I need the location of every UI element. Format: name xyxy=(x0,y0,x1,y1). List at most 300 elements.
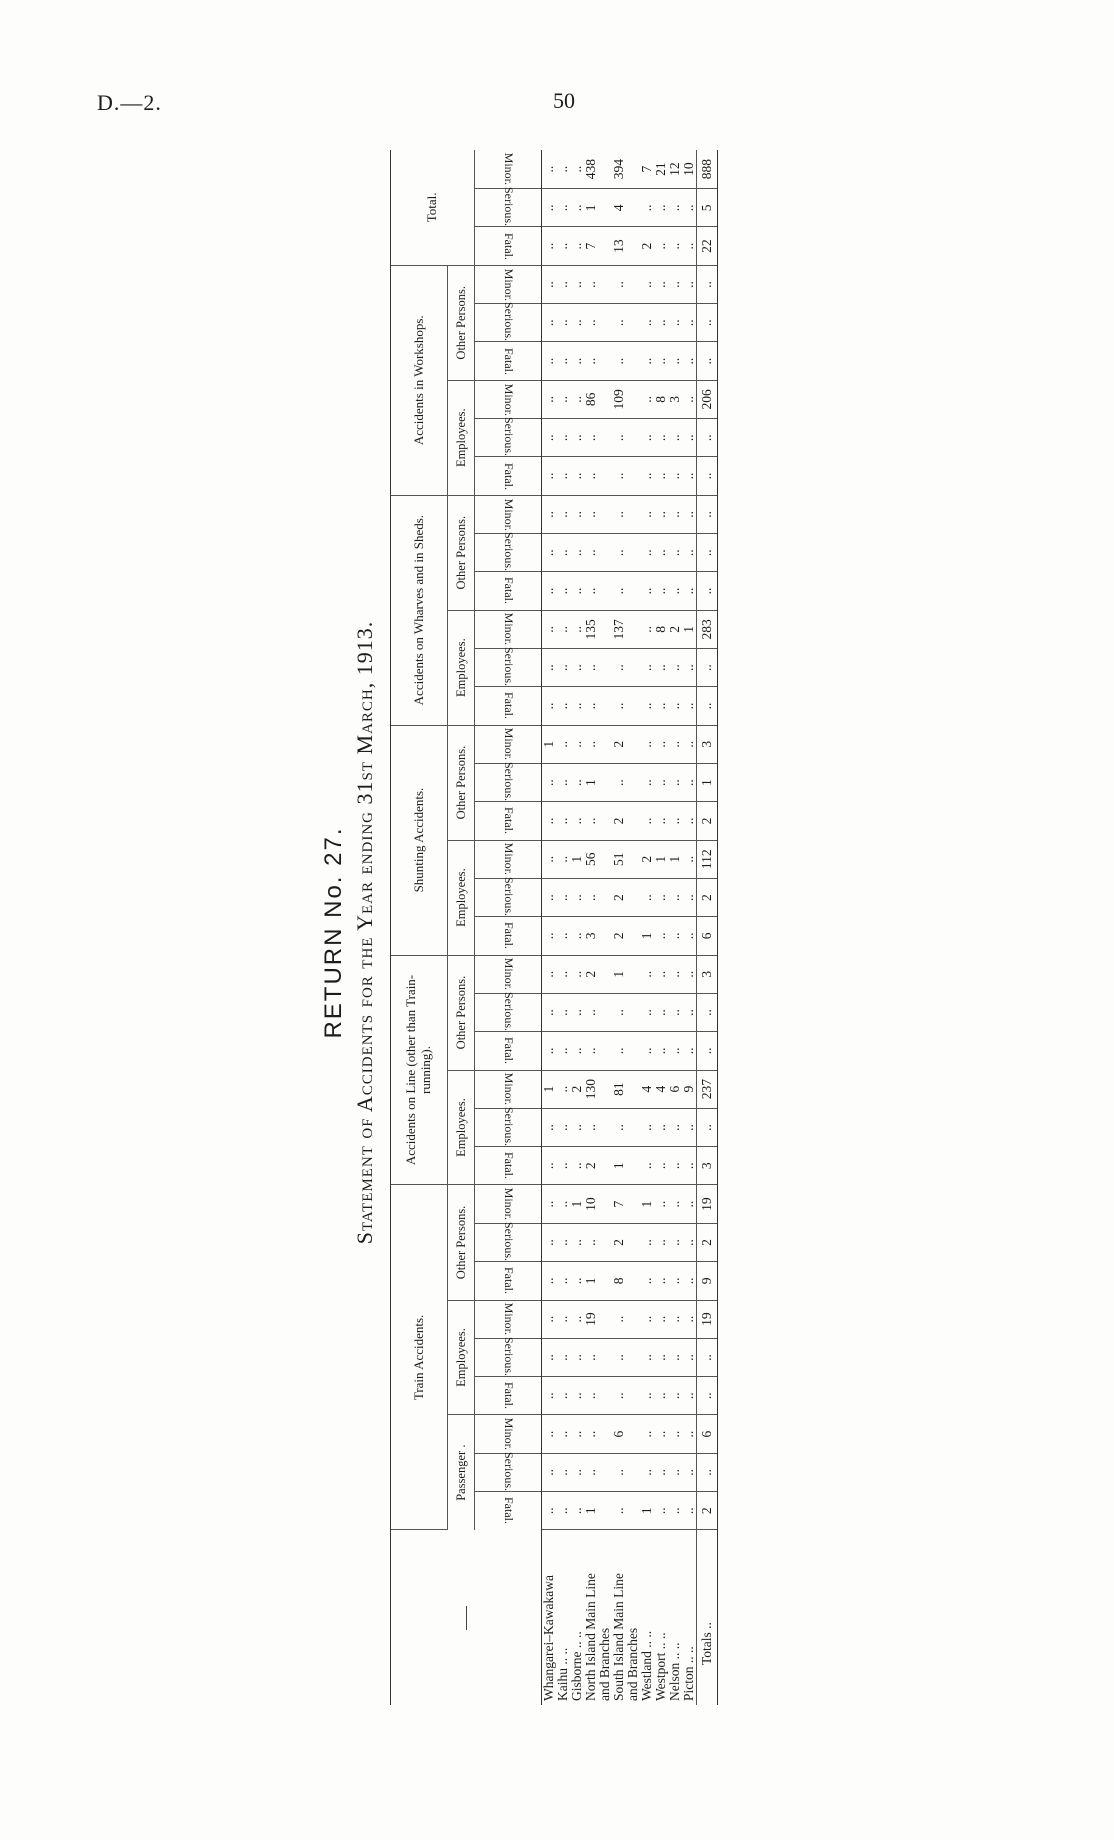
serious-label: Serious. xyxy=(501,877,516,917)
table-cell xyxy=(626,1492,640,1530)
total-serious-column-header xyxy=(475,189,542,227)
table-cell xyxy=(598,648,612,686)
table-cell: .. xyxy=(556,1492,570,1530)
table-cell: .. xyxy=(682,1185,697,1223)
table-row xyxy=(668,150,682,1705)
table-cell: .. xyxy=(556,265,570,303)
table-cell: 9 xyxy=(697,1262,718,1300)
table-cell: .. xyxy=(668,725,682,763)
table-cell: .. xyxy=(556,802,570,840)
table-cell: .. xyxy=(556,878,570,916)
table-cell: .. xyxy=(584,1108,598,1146)
table-cell: .. xyxy=(682,1223,697,1261)
serious-label: Serious. xyxy=(501,647,516,687)
table-cell: .. xyxy=(556,1453,570,1491)
table-cell xyxy=(598,802,612,840)
table-cell xyxy=(626,304,640,342)
table-cell: .. xyxy=(612,495,626,533)
table-cell: .. xyxy=(640,687,654,725)
serious-column-header xyxy=(475,1453,542,1491)
table-cell: .. xyxy=(682,304,697,342)
totals-row xyxy=(697,150,718,1705)
table-cell xyxy=(626,1377,640,1415)
table-row xyxy=(640,150,654,1705)
minor-label: Minor. xyxy=(501,1073,516,1106)
table-cell: 237 xyxy=(697,1070,718,1108)
table-cell: 1 xyxy=(654,840,668,878)
table-cell xyxy=(598,993,612,1031)
row-name: Whangarei–Kawakawa xyxy=(541,1575,556,1701)
table-cell: .. xyxy=(542,878,557,916)
table-cell: .. xyxy=(542,917,557,955)
table-cell: .. xyxy=(570,1032,584,1070)
table-cell: 19 xyxy=(584,1300,598,1338)
table-cell: .. xyxy=(640,802,654,840)
table-row xyxy=(598,150,612,1705)
table-cell: .. xyxy=(584,1032,598,1070)
table-cell: .. xyxy=(570,955,584,993)
table-cell: .. xyxy=(640,380,654,418)
table-cell: 7 xyxy=(584,227,598,265)
table-cell xyxy=(598,457,612,495)
table-cell: .. xyxy=(612,534,626,572)
table-cell: .. xyxy=(570,917,584,955)
table-cell: .. xyxy=(654,1032,668,1070)
table-cell: .. xyxy=(640,1453,654,1491)
table-cell: .. xyxy=(682,265,697,303)
table-cell: .. xyxy=(640,534,654,572)
minor-column-header xyxy=(475,725,542,763)
table-header xyxy=(391,150,542,1705)
table-cell: 2 xyxy=(697,802,718,840)
table-cell: 10 xyxy=(682,150,697,189)
table-cell: .. xyxy=(697,342,718,380)
table-cell: .. xyxy=(682,1453,697,1491)
table-cell: .. xyxy=(584,1377,598,1415)
table-cell: .. xyxy=(668,227,682,265)
serious-column-header xyxy=(475,993,542,1031)
table-cell: .. xyxy=(584,1453,598,1491)
table-cell xyxy=(598,1070,612,1108)
fatal-column-header xyxy=(475,917,542,955)
rotated-table-block xyxy=(220,140,940,1725)
table-cell: .. xyxy=(654,1300,668,1338)
table-cell: 2 xyxy=(612,725,626,763)
group-header: Train Accidents. xyxy=(391,1185,448,1530)
table-cell: 109 xyxy=(612,380,626,418)
table-cell: .. xyxy=(556,189,570,227)
table-cell: .. xyxy=(640,342,654,380)
page-number: 50 xyxy=(553,88,575,113)
table-cell: .. xyxy=(654,1492,668,1530)
table-cell: .. xyxy=(570,572,584,610)
table-cell: .. xyxy=(542,1415,557,1453)
table-cell: .. xyxy=(640,1300,654,1338)
serious-column-header xyxy=(475,304,542,342)
table-cell: .. xyxy=(542,1492,557,1530)
page-identifier: D.—2. xyxy=(97,90,162,115)
table-cell: 4 xyxy=(654,1070,668,1108)
statement-title: Statement of Accidents for the Year ending 31st March, 1913. xyxy=(352,620,377,1245)
table-cell: .. xyxy=(697,495,718,533)
table-cell: .. xyxy=(584,878,598,916)
table-cell: 1 xyxy=(584,763,598,801)
fatal-label: Fatal. xyxy=(501,922,516,950)
table-row xyxy=(682,150,697,1705)
table-cell: .. xyxy=(612,1300,626,1338)
table-cell: 10 xyxy=(584,1185,598,1223)
table-cell: 19 xyxy=(697,1300,718,1338)
fatal-column-header xyxy=(475,1147,542,1185)
table-cell: .. xyxy=(654,1415,668,1453)
table-cell: .. xyxy=(542,955,557,993)
table-cell: 81 xyxy=(612,1070,626,1108)
table-cell: .. xyxy=(556,1300,570,1338)
table-cell: .. xyxy=(668,1185,682,1223)
table-cell: .. xyxy=(640,648,654,686)
minor-column-header xyxy=(475,265,542,303)
table-cell: .. xyxy=(668,342,682,380)
table-cell: .. xyxy=(654,1223,668,1261)
table-cell xyxy=(626,1147,640,1185)
table-cell: .. xyxy=(682,572,697,610)
minor-label: Minor. xyxy=(501,152,516,186)
table-cell: .. xyxy=(654,1338,668,1376)
table-cell: 283 xyxy=(697,610,718,648)
table-cell: .. xyxy=(682,1032,697,1070)
fatal-label: Fatal. xyxy=(501,232,516,260)
table-cell: .. xyxy=(570,189,584,227)
table-cell: .. xyxy=(570,495,584,533)
table-cell: .. xyxy=(682,687,697,725)
table-cell: .. xyxy=(542,150,557,189)
table-cell: .. xyxy=(668,457,682,495)
table-cell xyxy=(626,1223,640,1261)
subgroup-header: Employees. xyxy=(448,1070,475,1185)
table-cell: .. xyxy=(570,227,584,265)
table-cell: 3 xyxy=(697,1147,718,1185)
group-header: Accidents on Line (other than Train-running). xyxy=(391,955,448,1185)
table-cell: .. xyxy=(697,304,718,342)
table-cell: .. xyxy=(640,1032,654,1070)
table-cell: .. xyxy=(697,1108,718,1146)
table-cell: .. xyxy=(654,572,668,610)
table-cell: .. xyxy=(697,1377,718,1415)
table-cell: .. xyxy=(668,1453,682,1491)
fatal-label: Fatal. xyxy=(501,1267,516,1295)
table-cell: 8 xyxy=(612,1262,626,1300)
serious-label: Serious. xyxy=(501,1452,516,1492)
serious-column-header xyxy=(475,763,542,801)
table-cell: .. xyxy=(542,342,557,380)
table-row xyxy=(626,150,640,1705)
table-cell: 13 xyxy=(612,227,626,265)
table-cell: .. xyxy=(682,878,697,916)
table-cell: .. xyxy=(542,1108,557,1146)
minor-label: Minor. xyxy=(501,1303,516,1336)
table-cell: 3 xyxy=(697,955,718,993)
table-cell: .. xyxy=(542,304,557,342)
table-cell xyxy=(626,840,640,878)
table-cell: .. xyxy=(542,1185,557,1223)
table-cell: .. xyxy=(668,1492,682,1530)
table-cell: 135 xyxy=(584,610,598,648)
table-cell: .. xyxy=(542,1262,557,1300)
table-cell xyxy=(598,1453,612,1491)
row-name: Westport .. .. xyxy=(653,1632,668,1701)
table-cell: 2 xyxy=(697,1492,718,1530)
table-cell: .. xyxy=(654,189,668,227)
table-cell: .. xyxy=(556,648,570,686)
minor-label: Minor. xyxy=(501,958,516,991)
table-cell: .. xyxy=(654,1377,668,1415)
table-cell xyxy=(598,342,612,380)
table-cell: .. xyxy=(682,1492,697,1530)
serious-column-header xyxy=(475,1338,542,1376)
table-row xyxy=(584,150,598,1705)
table-cell xyxy=(598,1108,612,1146)
table-cell xyxy=(598,763,612,801)
row-name: North Island Main Line xyxy=(583,1573,598,1701)
table-cell xyxy=(626,687,640,725)
table-cell: .. xyxy=(668,1147,682,1185)
table-cell: .. xyxy=(556,1338,570,1376)
table-cell: .. xyxy=(682,227,697,265)
table-cell: 1 xyxy=(697,763,718,801)
subgroup-header: Employees. xyxy=(448,840,475,955)
table-cell: 1 xyxy=(612,1147,626,1185)
table-cell: .. xyxy=(654,495,668,533)
table-cell: .. xyxy=(668,1377,682,1415)
table-cell: .. xyxy=(612,419,626,457)
row-name: Gisborne .. .. xyxy=(569,1631,584,1701)
table-cell xyxy=(598,1262,612,1300)
table-cell: .. xyxy=(654,725,668,763)
return-title: RETURN No. 27. xyxy=(320,826,347,1039)
table-cell: .. xyxy=(640,265,654,303)
table-cell: .. xyxy=(570,534,584,572)
table-cell: .. xyxy=(682,802,697,840)
table-cell: 394 xyxy=(612,150,626,189)
table-cell: .. xyxy=(682,955,697,993)
table-cell: 3 xyxy=(584,917,598,955)
table-cell: .. xyxy=(570,648,584,686)
table-cell: .. xyxy=(640,304,654,342)
serious-label: Serious. xyxy=(501,1337,516,1377)
table-cell: .. xyxy=(556,534,570,572)
table-cell xyxy=(598,1223,612,1261)
table-cell: .. xyxy=(682,342,697,380)
table-cell: .. xyxy=(542,495,557,533)
table-cell: .. xyxy=(584,419,598,457)
minor-column-header xyxy=(475,1300,542,1338)
table-cell xyxy=(626,1108,640,1146)
fatal-label: Fatal. xyxy=(501,347,516,375)
table-cell xyxy=(598,1338,612,1376)
table-cell: .. xyxy=(697,572,718,610)
table-cell: .. xyxy=(612,457,626,495)
minor-label: Minor. xyxy=(501,268,516,301)
table-cell xyxy=(598,1185,612,1223)
fatal-column-header xyxy=(475,1262,542,1300)
table-cell: .. xyxy=(668,1032,682,1070)
serious-label: Serious. xyxy=(501,417,516,457)
table-cell: .. xyxy=(542,227,557,265)
table-cell: .. xyxy=(668,993,682,1031)
table-cell xyxy=(598,1377,612,1415)
group-header: Accidents on Wharves and in Sheds. xyxy=(391,495,448,725)
table-cell: 5 xyxy=(697,189,718,227)
table-cell: .. xyxy=(542,1453,557,1491)
table-row xyxy=(542,150,557,1705)
table-cell: .. xyxy=(542,802,557,840)
serious-label: Serious. xyxy=(501,762,516,802)
table-cell: 1 xyxy=(612,955,626,993)
table-cell: 3 xyxy=(697,725,718,763)
table-cell: 888 xyxy=(697,150,718,189)
table-cell: 86 xyxy=(584,380,598,418)
group-header: Shunting Accidents. xyxy=(391,725,448,955)
table-cell: 2 xyxy=(584,955,598,993)
serious-label: Serious. xyxy=(501,532,516,572)
table-cell: .. xyxy=(570,1300,584,1338)
table-cell: .. xyxy=(682,457,697,495)
table-cell xyxy=(598,265,612,303)
table-cell: .. xyxy=(556,1223,570,1261)
table-cell: 7 xyxy=(640,150,654,189)
table-cell xyxy=(626,993,640,1031)
table-cell: 1 xyxy=(584,1492,598,1530)
table-cell: .. xyxy=(542,265,557,303)
subgroup-header: Employees. xyxy=(448,380,475,495)
table-cell: .. xyxy=(570,802,584,840)
table-cell: .. xyxy=(612,993,626,1031)
table-cell: .. xyxy=(682,1338,697,1376)
table-cell xyxy=(626,342,640,380)
table-cell: .. xyxy=(556,917,570,955)
fatal-column-header xyxy=(475,1492,542,1530)
table-cell: .. xyxy=(556,227,570,265)
fatal-label: Fatal. xyxy=(501,462,516,490)
fatal-column-header xyxy=(475,687,542,725)
table-cell: .. xyxy=(584,495,598,533)
minor-label: Minor. xyxy=(501,613,516,646)
table-cell: .. xyxy=(640,878,654,916)
table-cell xyxy=(626,495,640,533)
table-cell: 1 xyxy=(570,840,584,878)
table-cell: .. xyxy=(556,993,570,1031)
table-cell: .. xyxy=(640,1147,654,1185)
serious-column-header xyxy=(475,1223,542,1261)
serious-column-header xyxy=(475,534,542,572)
table-cell: 19 xyxy=(697,1185,718,1223)
table-cell: 1 xyxy=(584,189,598,227)
table-cell: 2 xyxy=(668,610,682,648)
table-cell: .. xyxy=(654,227,668,265)
table-cell: .. xyxy=(654,648,668,686)
table-cell: .. xyxy=(682,917,697,955)
table-cell xyxy=(626,763,640,801)
table-cell: .. xyxy=(668,878,682,916)
serious-label: Serious. xyxy=(501,992,516,1032)
table-cell xyxy=(626,265,640,303)
accidents-table xyxy=(390,150,718,1705)
table-cell: .. xyxy=(682,763,697,801)
table-cell: .. xyxy=(542,1300,557,1338)
table-cell: .. xyxy=(654,534,668,572)
table-cell: .. xyxy=(697,534,718,572)
table-cell: .. xyxy=(654,1262,668,1300)
row-name: and Branches xyxy=(597,1627,612,1701)
table-cell: .. xyxy=(697,1338,718,1376)
table-cell: 1 xyxy=(584,1262,598,1300)
table-cell: .. xyxy=(640,955,654,993)
minor-column-header xyxy=(475,1185,542,1223)
table-cell: 8 xyxy=(654,610,668,648)
table-cell xyxy=(626,648,640,686)
serious-label: Serious. xyxy=(501,1222,516,1262)
table-cell: .. xyxy=(556,840,570,878)
table-cell xyxy=(598,610,612,648)
table-cell xyxy=(626,189,640,227)
row-name: Kaihu .. .. xyxy=(555,1647,570,1701)
row-name: Totals .. xyxy=(697,1530,718,1705)
table-cell: .. xyxy=(640,993,654,1031)
table-cell: 2 xyxy=(584,1147,598,1185)
fatal-label: Fatal. xyxy=(501,807,516,835)
row-name: Nelson .. .. xyxy=(667,1642,682,1701)
minor-column-header xyxy=(475,1070,542,1108)
table-cell: .. xyxy=(640,1377,654,1415)
table-cell: 56 xyxy=(584,840,598,878)
table-cell: .. xyxy=(556,763,570,801)
row-name: Westland .. .. xyxy=(639,1630,654,1701)
table-cell: .. xyxy=(542,687,557,725)
table-cell: .. xyxy=(654,763,668,801)
table-cell: .. xyxy=(682,1262,697,1300)
table-cell: .. xyxy=(668,1338,682,1376)
table-cell: .. xyxy=(584,1415,598,1453)
minor-column-header xyxy=(475,495,542,533)
table-cell: .. xyxy=(668,955,682,993)
serious-column-header xyxy=(475,419,542,457)
table-cell: 206 xyxy=(697,380,718,418)
table-cell: .. xyxy=(682,419,697,457)
table-cell: .. xyxy=(570,1338,584,1376)
serious-label: Serious. xyxy=(501,187,516,227)
total-fatal-column-header xyxy=(475,227,542,265)
table-cell: 130 xyxy=(584,1070,598,1108)
subgroup-header: Employees. xyxy=(448,610,475,725)
table-cell: .. xyxy=(654,304,668,342)
table-cell: .. xyxy=(612,1108,626,1146)
table-cell: .. xyxy=(612,1032,626,1070)
table-cell: 4 xyxy=(640,1070,654,1108)
table-cell: .. xyxy=(570,1453,584,1491)
table-cell: .. xyxy=(570,687,584,725)
table-cell: .. xyxy=(570,1377,584,1415)
table-cell xyxy=(598,572,612,610)
table-cell: 1 xyxy=(640,1492,654,1530)
table-cell: .. xyxy=(612,687,626,725)
table-cell xyxy=(598,495,612,533)
table-cell: .. xyxy=(556,1262,570,1300)
fatal-label: Fatal. xyxy=(501,577,516,605)
table-cell xyxy=(626,150,640,189)
table-cell: .. xyxy=(668,304,682,342)
table-cell: .. xyxy=(556,150,570,189)
table-cell: .. xyxy=(668,189,682,227)
